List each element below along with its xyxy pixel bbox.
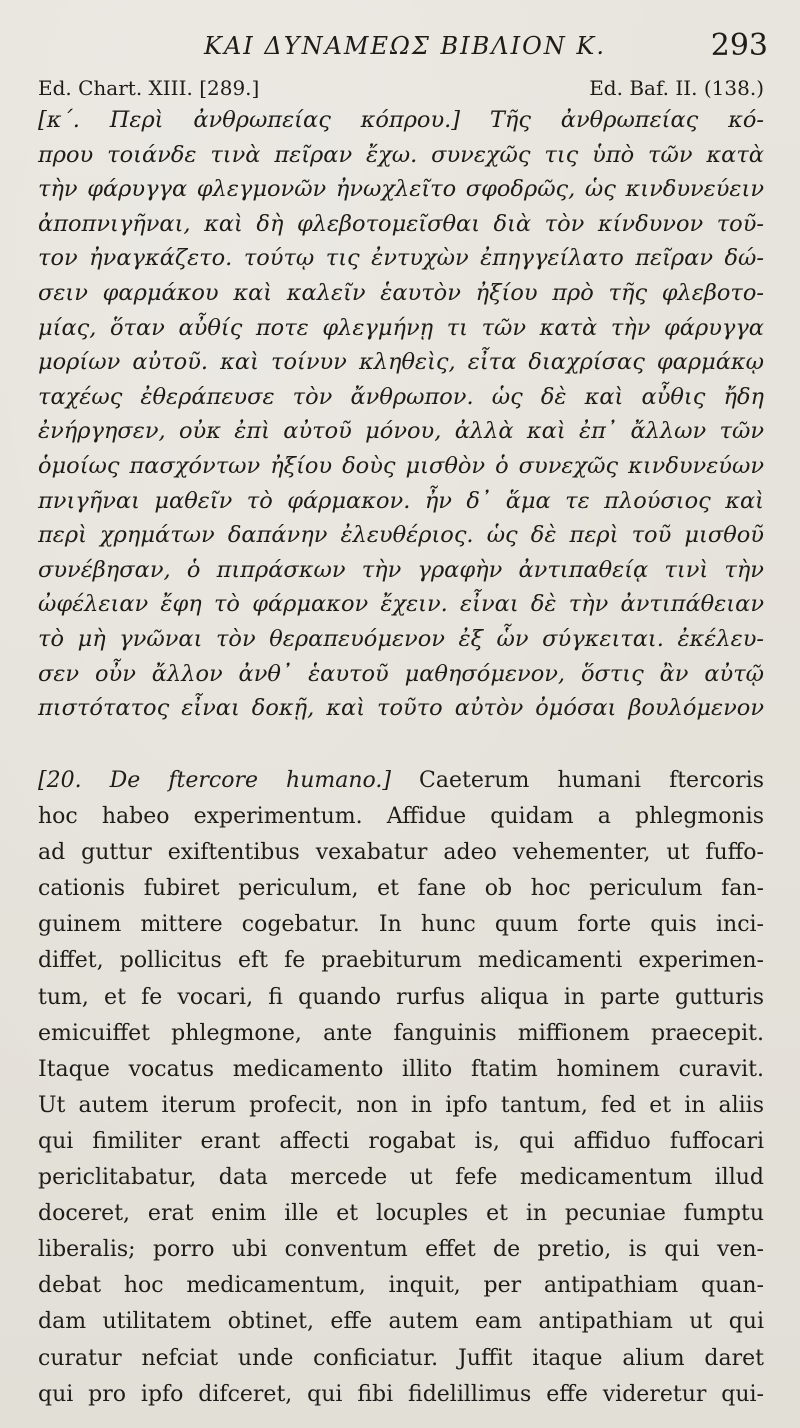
latin-line: periclitabatur, data mercede ut fefe medicamentum illud <box>38 1165 764 1191</box>
latin-line: diffet, pollicitus eft fe praebiturum medicamenti experimen- <box>38 948 764 974</box>
latin-line: qui fimiliter erant affecti rogabat is, qui affiduo fuffocari <box>38 1128 764 1154</box>
page-header <box>0 28 800 68</box>
greek-line: τὴν φάρυγγα φλεγμονῶν ἠνωχλεῖτο σφοδρῶς, ὡς κινδυνεύειν <box>38 176 764 203</box>
greek-line: περὶ χρημάτων δαπάνην ἐλευθέριος. ὡς δὲ περὶ τοῦ μισθοῦ <box>38 522 764 549</box>
latin-line: tum, et fe vocari, fi quando rurfus aliqua in parte gutturis <box>38 984 764 1010</box>
section-heading: [20. De ftercore humano.] <box>38 768 391 793</box>
running-title: ΚΑΙ ΔΥΝΑΜΕΩΣ ΒΙΒΛΙΟΝ Κ. <box>204 32 606 60</box>
latin-first-line <box>38 763 764 799</box>
greek-line: ὠφέλειαν ἔφη τὸ φάρμακον ἔχειν. εἶναι δὲ τὴν ἀντιπάθειαν <box>38 591 764 618</box>
latin-first-line-text: Caeterum humani ftercoris <box>419 768 765 793</box>
latin-line: guinem mittere cogebatur. In hunc quum forte quis inci- <box>38 912 764 938</box>
greek-line: ἐνήργησεν, οὐκ ἐπὶ αὐτοῦ μόνου, ἀλλὰ καὶ ἐπ᾽ ἄλλων τῶν <box>38 418 764 445</box>
latin-line: dam utilitatem obtinet, effe autem eam antipathiam ut qui <box>38 1309 764 1335</box>
latin-line: liberalis; porro ubi conventum effet de pretio, is qui ven- <box>38 1237 764 1263</box>
greek-line: ἀποπνιγῆναι, καὶ δὴ φλεβοτομεῖσθαι διὰ τὸν κίνδυνον τοῦ- <box>38 210 764 237</box>
greek-line: πιστότατος εἶναι δοκῇ, καὶ τοῦτο αὐτὸν ὀμόσαι βουλόμενον <box>38 695 764 722</box>
latin-line: qui pro ipfo difceret, qui fibi fidelillimus effe videretur qui- <box>38 1381 764 1407</box>
greek-line: ὁμοίως πασχόντων ἠξίου δοὺς μισθὸν ὁ συνεχῶς κινδυνεύων <box>38 452 764 479</box>
greek-line: μίας, ὅταν αὖθίς ποτε φλεγμήνῃ τι τῶν κατὰ τὴν φάρυγγα <box>38 314 764 341</box>
greek-line: τον ἠναγκάζετο. τούτῳ τις ἐντυχὼν ἐπηγγείλατο πεῖραν δώ- <box>38 245 764 272</box>
greek-line: μορίων αὐτοῦ. καὶ τοίνυν κληθεὶς, εἶτα διαχρίσας φαρμάκῳ <box>38 349 764 376</box>
greek-line: πρου τοιάνδε τινὰ πεῖραν ἔχω. συνεχῶς τις ὑπὸ τῶν κατὰ <box>38 141 764 168</box>
greek-text-block <box>38 103 764 726</box>
edition-references <box>38 76 764 106</box>
latin-text-block <box>38 763 764 1413</box>
latin-line: hoc habeo experimentum. Affidue quidam a phlegmonis <box>38 804 764 830</box>
latin-line: cationis fubiret periculum, et fane ob hoc periculum fan- <box>38 876 764 902</box>
latin-line: curatur nefciat unde conficiatur. Juffit itaque alium daret <box>38 1345 764 1371</box>
page-number: 293 <box>710 28 768 63</box>
greek-line: ταχέως ἐθεράπευσε τὸν ἄνθρωπον. ὡς δὲ καὶ αὖθις ἤδη <box>38 383 764 410</box>
latin-line: emicuiffet phlegmone, ante fanguinis miffionem praecepit. <box>38 1020 764 1046</box>
greek-line: [κ΄. Περὶ ἀνθρωπείας κόπρου.] Τῆς ἀνθρωπείας κό- <box>38 107 764 133</box>
latin-line: Ut autem iterum profecit, non in ipfo tantum, fed et in aliis <box>38 1092 764 1118</box>
latin-line: debat hoc medicamentum, inquit, per antipathiam quan- <box>38 1273 764 1299</box>
greek-line: συνέβησαν, ὁ πιπράσκων τὴν γραφὴν ἀντιπαθείᾳ τινὶ τὴν <box>38 556 764 583</box>
latin-line: Itaque vocatus medicamento illito ftatim hominem curavit. <box>38 1056 764 1082</box>
edition-chartier: Ed. Chart. XIII. [289.] <box>38 76 260 100</box>
greek-line: σειν φαρμάκου καὶ καλεῖν ἑαυτὸν ἠξίου πρὸ τῆς φλεβοτο- <box>38 279 764 306</box>
latin-line: ad guttur exiftentibus vexabatur adeo vehementer, ut fuffo- <box>38 840 764 866</box>
greek-line: τὸ μὴ γνῶναι τὸν θεραπευόμενον ἐξ ὧν σύγκειται. ἐκέλευ- <box>38 625 764 652</box>
edition-basel: Ed. Baf. II. (138.) <box>589 76 764 100</box>
greek-line: σεν οὖν ἄλλον ἀνθ᾽ ἑαυτοῦ μαθησόμενον, ὅστις ἂν αὐτῷ <box>38 660 764 687</box>
latin-line: doceret, erat enim ille et locuples et in pecuniae fumptu <box>38 1201 764 1227</box>
greek-line: πνιγῆναι μαθεῖν τὸ φάρμακον. ἦν δ᾽ ἅμα τε πλούσιος καὶ <box>38 487 764 514</box>
